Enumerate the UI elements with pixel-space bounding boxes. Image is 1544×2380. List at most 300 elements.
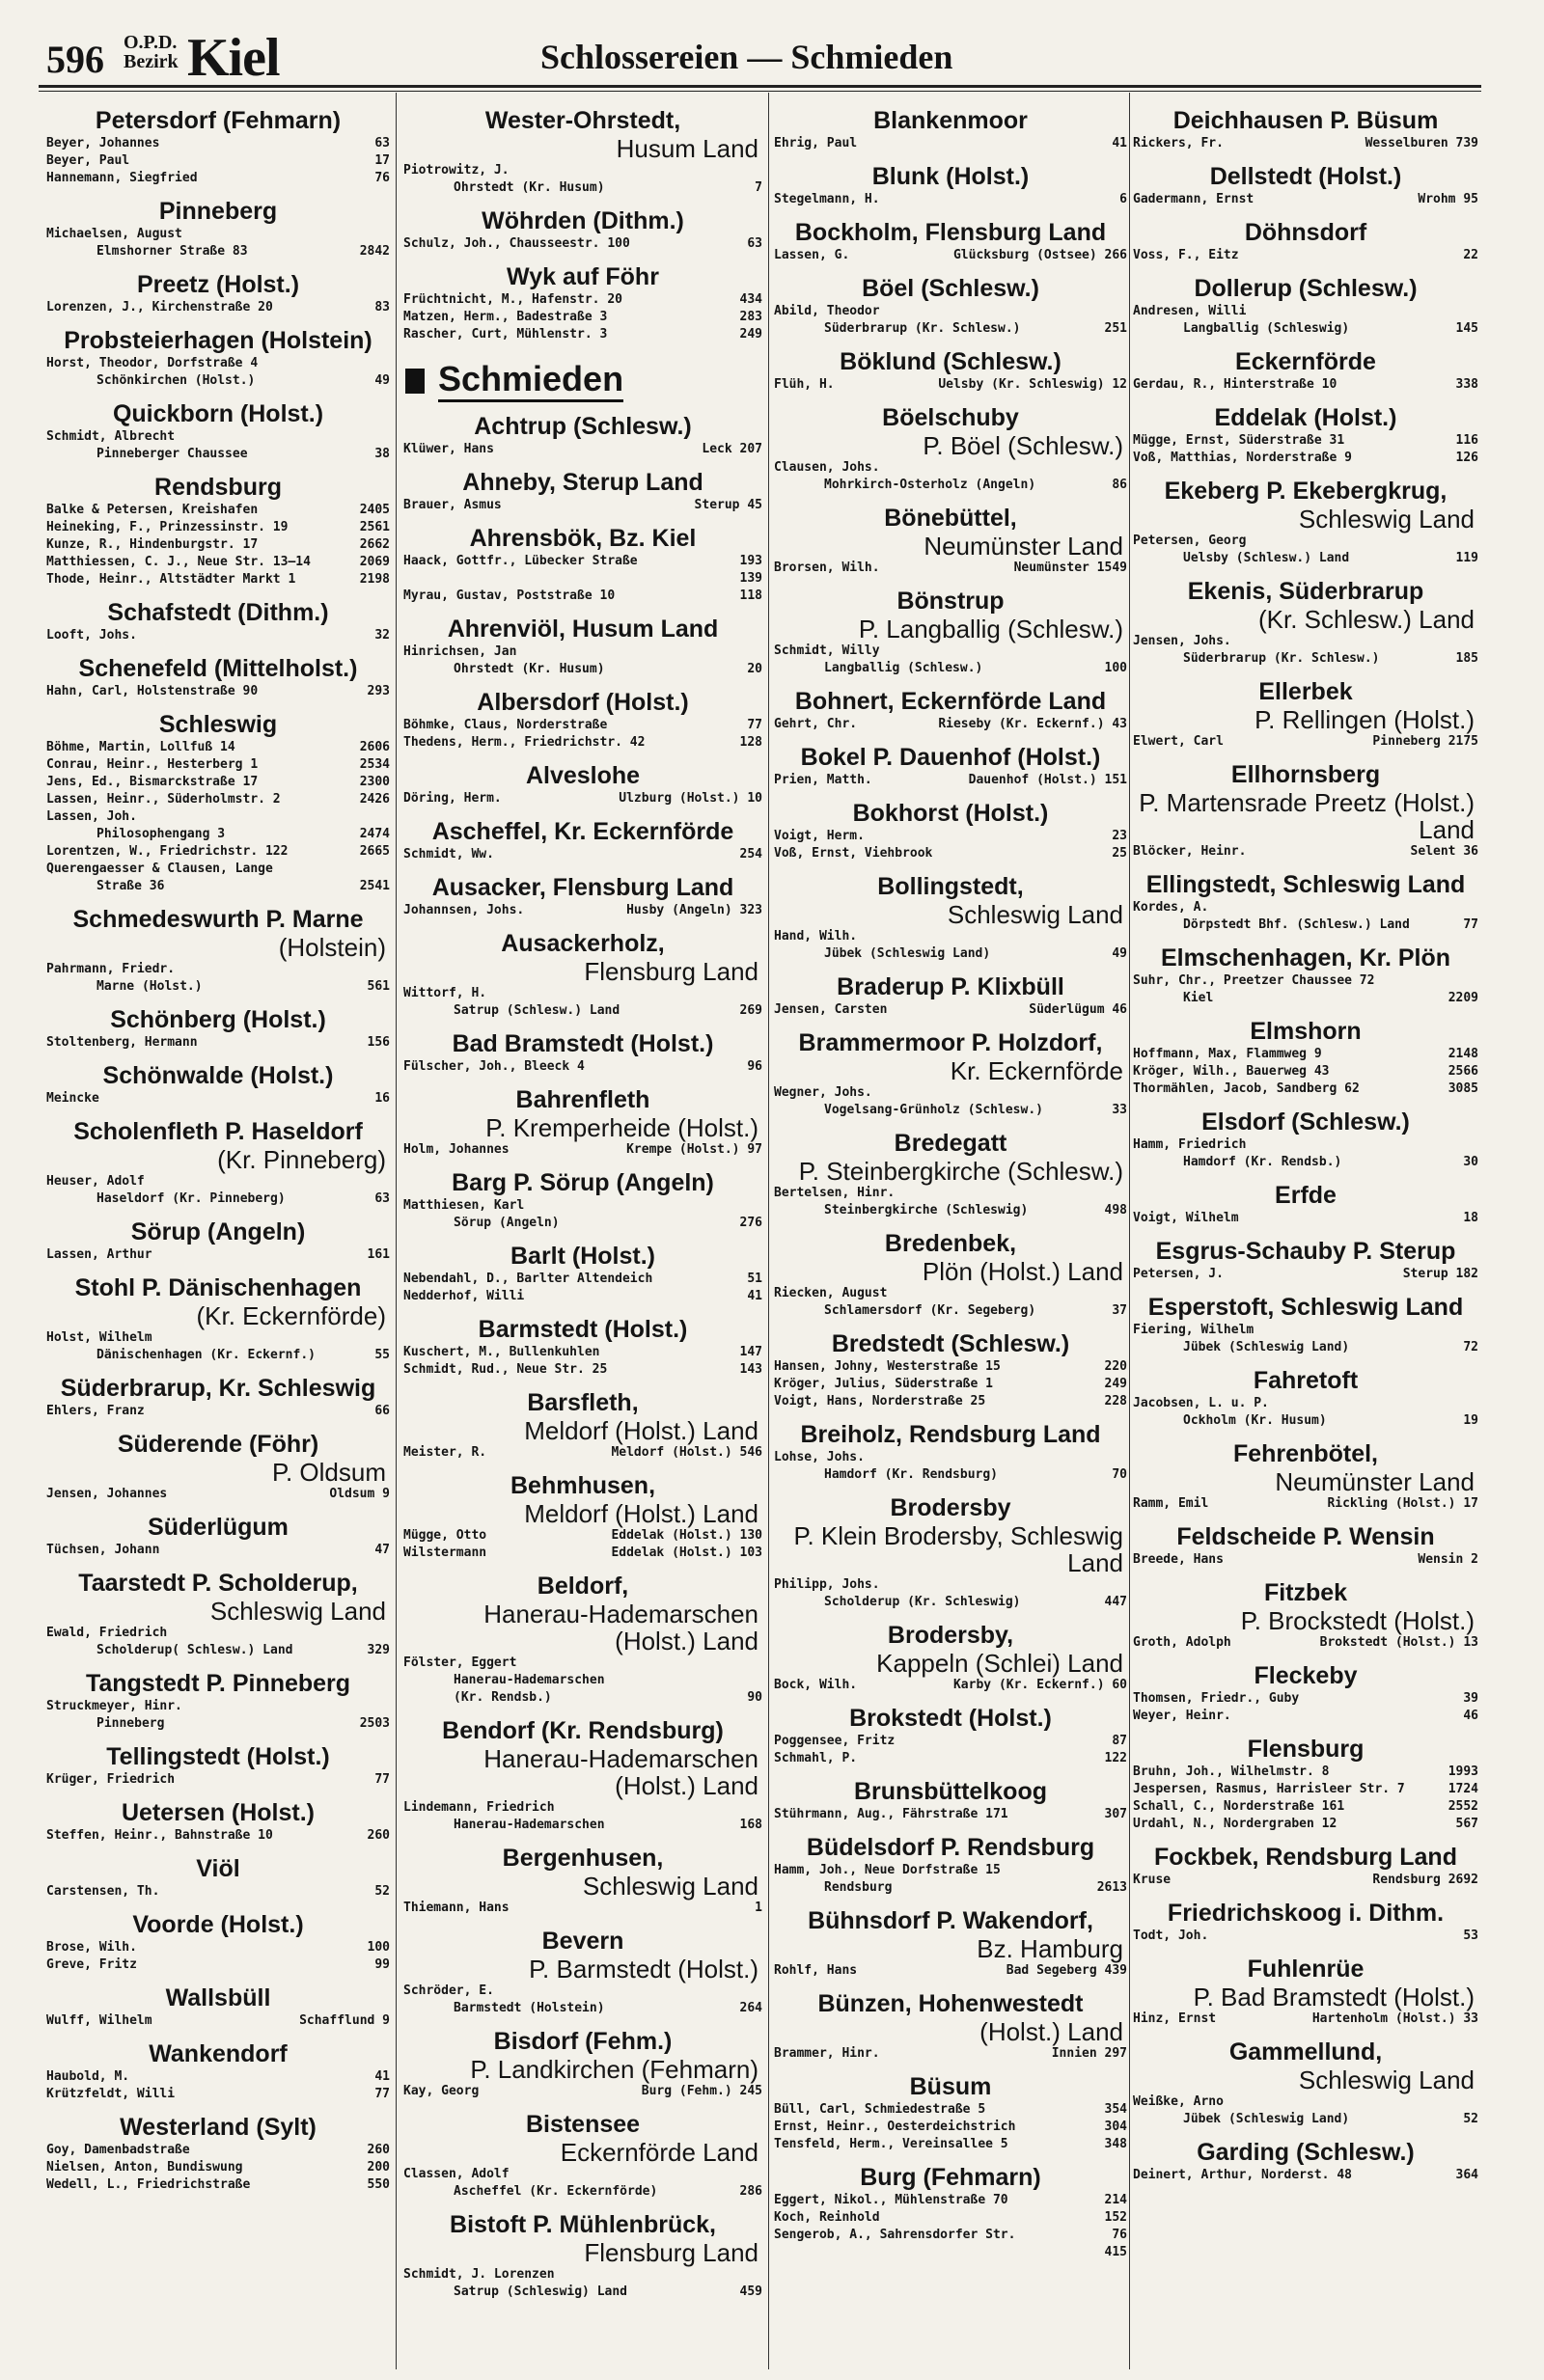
listing-name: Lohse, Johs.: [774, 1450, 865, 1464]
place-title: Fehrenbötel,: [1232, 1440, 1378, 1467]
listing-name: Michaelsen, August: [46, 227, 182, 241]
listing-number: 90: [747, 1690, 762, 1705]
listing-row: [46, 1956, 390, 1974]
place-block: [403, 1242, 762, 1305]
place-block: [774, 872, 1127, 963]
place-title: Ellhornsberg: [1230, 761, 1381, 788]
listing-name: Pinneberger Chaussee: [96, 447, 248, 461]
directory-column-1: [46, 96, 390, 2364]
listing-name: Hamdorf (Kr. Rendsb.): [1183, 1155, 1342, 1169]
listing-row: [46, 978, 390, 996]
listing-row: [1133, 1063, 1478, 1081]
listing-number: 264: [739, 2001, 762, 2015]
listing-name: Kuschert, M., Bullenkuhlen: [403, 1345, 600, 1359]
listing-row: [46, 1090, 390, 1108]
place-title: Achtrup (Schlesw.): [474, 413, 692, 440]
listing-number: Krempe (Holst.) 97: [626, 1142, 762, 1157]
listing-name: Poggensee, Fritz: [774, 1734, 896, 1748]
listing-row: [403, 902, 762, 919]
listing-row: [403, 2166, 762, 2183]
listing-name: Dörpstedt Bhf. (Schlesw.) Land: [1183, 917, 1410, 932]
place-title: Süderende (Föhr): [117, 1431, 319, 1458]
listing-row: [46, 1347, 390, 1364]
listing-name: Meincke: [46, 1091, 99, 1106]
listing-row: [46, 536, 390, 554]
place-title: Süderlügum: [148, 1514, 289, 1541]
listing-row: [46, 428, 390, 446]
listing-number: 269: [739, 1003, 762, 1018]
listing-number: 47: [374, 1543, 390, 1557]
page-title: Schlossereien — Schmieden: [540, 38, 953, 76]
place-title: Garding (Schlesw.): [1197, 2139, 1415, 2166]
listing-name: Wilstermann: [403, 1546, 487, 1560]
listing-number: 25: [1112, 846, 1127, 861]
place-block: [46, 598, 390, 644]
listing-number: 2662: [359, 537, 390, 552]
place-title: Ekenis, Süderbrarup: [1187, 578, 1424, 605]
listing-row: [774, 1001, 1127, 1019]
listing-name: Elwert, Carl: [1133, 734, 1224, 749]
place-subtitle: P. Langballig (Schlesw.): [858, 615, 1123, 643]
place-block: [46, 1005, 390, 1052]
listing-number: 1993: [1448, 1764, 1478, 1779]
page-header: [0, 0, 1544, 88]
place-title: Bünzen, Hohenwestedt: [817, 1990, 1084, 2017]
place-block: [403, 1471, 762, 1562]
listing-number: Neumünster 1549: [1013, 561, 1127, 575]
listing-name: Pahrmann, Friedr.: [46, 962, 176, 976]
listing-number: 41: [747, 1289, 762, 1303]
listing-name: Jübek (Schleswig Land): [824, 946, 991, 961]
listing-number: 52: [374, 1884, 390, 1899]
listing-row: [1133, 191, 1478, 208]
place-title: Wyk auf Föhr: [507, 263, 659, 290]
place-title: Probsteierhagen (Holstein): [64, 327, 372, 354]
listing-name: Ehlers, Franz: [46, 1404, 145, 1418]
listing-name: Urdahl, N., Nordergraben 12: [1133, 1817, 1337, 1831]
place-block: [774, 1906, 1127, 1980]
place-block: [46, 1983, 390, 2030]
place-title: Wankendorf: [149, 2040, 288, 2067]
listing-number: 100: [1104, 661, 1127, 675]
listing-number: 16: [374, 1091, 390, 1106]
listing-row: [403, 1002, 762, 1020]
place-title: Ellingstedt, Schleswig Land: [1145, 871, 1466, 898]
listing-row: [774, 828, 1127, 845]
place-title: Blunk (Holst.): [871, 163, 1030, 190]
listing-number: 364: [1455, 2168, 1478, 2182]
directory-column-3: [774, 96, 1127, 2364]
place-title: Albersdorf (Holst.): [477, 689, 689, 716]
listing-number: Burg (Fehm.) 245: [641, 2084, 762, 2098]
listing-row: [403, 1983, 762, 2000]
listing-row: [1133, 1136, 1478, 1154]
listing-name: Langballig (Schlesw.): [824, 661, 983, 675]
listing-number: 66: [374, 1404, 390, 1418]
place-block: [1133, 477, 1478, 567]
place-block: [774, 218, 1127, 264]
place-title: Elmshorn: [1250, 1018, 1362, 1045]
listing-row: [46, 1715, 390, 1733]
listing-number: 49: [1112, 946, 1127, 961]
listing-number: 249: [739, 327, 762, 342]
listing-name: Lassen, G.: [774, 248, 850, 262]
listing-row: [403, 1058, 762, 1076]
place-title: Brodersby: [890, 1494, 1011, 1521]
listing-number: 2426: [359, 792, 390, 807]
listing-row: [774, 1449, 1127, 1466]
listing-number: 19: [1463, 1413, 1478, 1428]
place-block: [403, 873, 762, 919]
listing-name: Bock, Wilh.: [774, 1678, 858, 1692]
listing-row: [774, 303, 1127, 320]
listing-row: [403, 661, 762, 678]
listing-row: [46, 1625, 390, 1642]
listing-name: Matthiessen, C. J., Neue Str. 13—14: [46, 555, 311, 569]
place-block: [774, 1129, 1127, 1219]
listing-row: [774, 643, 1127, 660]
section-heading: [405, 359, 762, 402]
listing-row: [1133, 432, 1478, 450]
listing-number: 161: [367, 1247, 390, 1262]
listing-row: [403, 235, 762, 253]
listing-row: [46, 355, 390, 372]
listing-number: 567: [1455, 1817, 1478, 1831]
place-block: [403, 262, 762, 343]
listing-name: Heuser, Adolf: [46, 1174, 145, 1189]
column-divider: [396, 93, 397, 2369]
place-title: Süderbrarup, Kr. Schleswig: [60, 1375, 376, 1402]
place-block: [774, 972, 1127, 1019]
place-title: Friedrichskoog i. Dithm.: [1167, 1900, 1445, 1927]
listing-number: 329: [367, 1643, 390, 1657]
listing-row: [1133, 135, 1478, 152]
place-block: [403, 524, 762, 605]
place-block: [46, 905, 390, 996]
listing-name: Hamdorf (Kr. Rendsburg): [824, 1467, 999, 1482]
listing-row: [46, 554, 390, 571]
place-subtitle: (Kr. Eckernförde): [196, 1301, 386, 1330]
place-block: [403, 2210, 762, 2301]
listing-number: 498: [1104, 1203, 1127, 1217]
listing-name: Johannsen, Johs.: [403, 903, 525, 917]
place-block: [46, 1430, 390, 1503]
listing-number: 41: [374, 2069, 390, 2084]
listing-row: [46, 571, 390, 588]
listing-name: Fiering, Wilhelm: [1133, 1323, 1254, 1337]
listing-row: [403, 497, 762, 514]
listing-number: 2566: [1448, 1064, 1478, 1079]
listing-name: Bertelsen, Hinr.: [774, 1186, 896, 1200]
listing-row: [403, 179, 762, 197]
listing-row: [1133, 2093, 1478, 2111]
listing-number: 72: [1463, 1340, 1478, 1354]
place-block: [1133, 1955, 1478, 2028]
place-title: Böel (Schlesw.): [862, 275, 1039, 302]
listing-row: [46, 1542, 390, 1559]
place-block: [46, 197, 390, 260]
place-subtitle: Plön (Holst.) Land: [922, 1257, 1123, 1286]
listing-row: [403, 1271, 762, 1288]
place-title: Bredstedt (Schlesw.): [831, 1330, 1070, 1357]
page-number: 596: [46, 38, 104, 81]
listing-number: 122: [1104, 1751, 1127, 1765]
listing-row: [774, 1862, 1127, 1879]
listing-name: Jacobsen, L. u. P.: [1133, 1396, 1269, 1410]
listing-name: Gerdau, R., Hinterstraße 10: [1133, 377, 1337, 392]
listing-name: Kröger, Wilh., Bauerweg 43: [1133, 1064, 1330, 1079]
listing-row: [774, 1202, 1127, 1219]
place-subtitle: Neumünster Land: [1275, 1467, 1475, 1496]
listing-row: [1133, 1322, 1478, 1339]
listing-row: [46, 774, 390, 791]
listing-row: [774, 2209, 1127, 2227]
place-block: [774, 1229, 1127, 1320]
listing-name: Riecken, August: [774, 1286, 888, 1300]
place-title: Barsfleth,: [527, 1389, 639, 1416]
listing-name: Matzen, Herm., Badestraße 3: [403, 310, 608, 324]
place-block: [403, 106, 762, 197]
listing-row: [46, 1486, 390, 1503]
listing-name: Wegner, Johs.: [774, 1085, 872, 1100]
place-title: Westerland (Sylt): [120, 2114, 317, 2141]
place-title: Esgrus-Schauby P. Sterup: [1155, 1238, 1456, 1265]
listing-name: Gehrt, Chr.: [774, 717, 858, 731]
place-block: [1133, 1899, 1478, 1945]
place-title: Schenefeld (Mittelholst.): [78, 655, 358, 682]
listing-number: 126: [1455, 451, 1478, 465]
listing-name: Brose, Wilh.: [46, 1940, 137, 1955]
listing-name: Uelsby (Schlesw.) Land: [1183, 551, 1350, 565]
listing-row: [1133, 247, 1478, 264]
place-subtitle: (Holstein): [278, 933, 386, 962]
place-title: Brunsbüttelkoog: [854, 1778, 1047, 1805]
place-title: Bokel P. Dauenhof (Holst.): [800, 744, 1101, 771]
listing-name: Mügge, Ernst, Süderstraße 31: [1133, 433, 1345, 448]
listing-name: Steinbergkirche (Schleswig): [824, 1203, 1029, 1217]
listing-number: 220: [1104, 1359, 1127, 1374]
listing-row: [1133, 1634, 1478, 1652]
place-block: [1133, 162, 1478, 208]
place-block: [774, 1989, 1127, 2063]
place-block: [403, 1085, 762, 1159]
listing-name: Gadermann, Ernst: [1133, 192, 1254, 206]
listing-name: Thode, Heinr., Altstädter Markt 1: [46, 572, 296, 587]
listing-name: Meister, R.: [403, 1445, 487, 1460]
place-block: [1133, 577, 1478, 668]
listing-row: [1133, 990, 1478, 1007]
listing-name: Sörup (Angeln): [454, 1216, 560, 1230]
place-block: [46, 1513, 390, 1559]
place-title: Wester-Ohrstedt,: [484, 107, 681, 134]
place-block: [1133, 870, 1478, 934]
place-title: Fleckeby: [1254, 1662, 1358, 1689]
listing-row: [774, 1102, 1127, 1119]
listing-number: Wesselburen 739: [1365, 136, 1478, 150]
listing-number: 55: [374, 1348, 390, 1362]
listing-row: [1133, 1495, 1478, 1513]
place-block: [403, 688, 762, 752]
place-block: [46, 1569, 390, 1659]
listing-name: Hansen, Johny, Westerstraße 15: [774, 1359, 1001, 1374]
listing-number: 2209: [1448, 991, 1478, 1005]
listing-row: [774, 459, 1127, 477]
listing-name: Schmidt, Ww.: [403, 847, 494, 862]
listing-row: [774, 320, 1127, 338]
listing-name: Kordes, A.: [1133, 900, 1209, 915]
listing-number: 550: [367, 2177, 390, 2192]
place-block: [774, 1028, 1127, 1119]
listing-row: [403, 2266, 762, 2284]
place-title: Beldorf,: [537, 1573, 629, 1600]
listing-row: [403, 790, 762, 807]
listing-row: [403, 553, 762, 570]
place-block: [46, 1854, 390, 1901]
listing-number: 283: [739, 310, 762, 324]
listing-row: [46, 170, 390, 187]
listing-row: [46, 961, 390, 978]
listing-name: Ewald, Friedrich: [46, 1626, 168, 1640]
listing-name: Satrup (Schlesw.) Land: [454, 1003, 620, 1018]
place-block: [774, 2072, 1127, 2153]
listing-row: [46, 2176, 390, 2194]
place-title: Viöl: [196, 1855, 240, 1882]
place-block: [1133, 1439, 1478, 1513]
listing-row: [46, 1642, 390, 1659]
place-block: [46, 1669, 390, 1733]
place-block: [403, 1029, 762, 1076]
listing-name: Schönkirchen (Holst.): [96, 373, 256, 388]
listing-name: Rendsburg: [824, 1880, 893, 1895]
place-subtitle: (Holst.) Land: [979, 2017, 1123, 2046]
listing-name: Schulz, Joh., Chausseestr. 100: [403, 236, 630, 251]
place-title: Bergenhusen,: [502, 1845, 664, 1872]
listing-number: 3085: [1448, 1081, 1478, 1096]
listing-name: Clausen, Johs.: [774, 460, 880, 475]
listing-number: Leck 207: [702, 442, 762, 456]
listing-row: [774, 1962, 1127, 1980]
place-title: Barg P. Sörup (Angeln): [452, 1169, 714, 1196]
listing-name: Tüchsen, Johann: [46, 1543, 160, 1557]
listing-name: Mügge, Otto: [403, 1528, 487, 1543]
listing-name: Haseldorf (Kr. Pinneberg): [96, 1191, 286, 1206]
place-title: Feldscheide P. Wensin: [1176, 1523, 1435, 1550]
listing-row: [774, 247, 1127, 264]
listing-number: Dauenhof (Holst.) 151: [968, 773, 1127, 787]
listing-number: Selent 36: [1410, 844, 1478, 859]
listing-row: [46, 1883, 390, 1901]
listing-number: 2842: [359, 244, 390, 259]
listing-name: Fülscher, Joh., Bleeck 4: [403, 1059, 585, 1074]
place-subtitle: Schleswig Land: [1298, 505, 1475, 533]
listing-row: [403, 846, 762, 863]
place-block: [1133, 106, 1478, 152]
listing-name: Jensen, Johs.: [1133, 634, 1231, 648]
listing-name: Rascher, Curt, Mühlenstr. 3: [403, 327, 608, 342]
listing-name: Wedell, L., Friedrichstraße: [46, 2177, 251, 2192]
place-block: [403, 206, 762, 253]
listing-row: [403, 1141, 762, 1159]
place-title: Tellingstedt (Holst.): [106, 1743, 330, 1770]
listing-row: [1133, 1339, 1478, 1356]
listing-row: [46, 627, 390, 644]
listing-row: [774, 1358, 1127, 1376]
listing-name: Thomsen, Friedr., Guby: [1133, 1691, 1300, 1706]
listing-number: 83: [374, 300, 390, 315]
listing-number: 156: [367, 1035, 390, 1050]
listing-number: 2541: [359, 879, 390, 893]
listing-row: [774, 1285, 1127, 1302]
place-block: [774, 1493, 1127, 1611]
place-title: Blankenmoor: [873, 107, 1028, 134]
listing-name: Piotrowitz, J.: [403, 163, 510, 178]
place-subtitle: P. Martensrade Preetz (Holst.) Land: [1139, 788, 1475, 844]
listing-number: Glücksburg (Ostsee) 266: [952, 248, 1127, 262]
place-subtitle: (Kr. Schlesw.) Land: [1258, 605, 1475, 634]
listing-name: Schmidt, Albrecht: [46, 429, 176, 444]
listing-number: 41: [1112, 136, 1127, 150]
listing-row: [403, 2183, 762, 2201]
listing-number: 251: [1104, 321, 1127, 336]
listing-row: [1133, 650, 1478, 668]
place-title: Fahretoft: [1253, 1367, 1359, 1394]
place-block: [1133, 2038, 1478, 2128]
listing-row: [46, 791, 390, 808]
place-subtitle: (Kr. Pinneberg): [217, 1145, 386, 1174]
listing-name: Steffen, Heinr., Bahnstraße 10: [46, 1828, 273, 1843]
listing-name: Hahn, Carl, Holstenstraße 90: [46, 684, 259, 698]
section-title: Schmieden: [438, 359, 623, 402]
listing-number: Sterup 182: [1402, 1267, 1478, 1281]
listing-number: 18: [1463, 1211, 1478, 1225]
listing-row: [46, 1329, 390, 1347]
listing-row: [774, 1376, 1127, 1393]
listing-row: [774, 1879, 1127, 1897]
listing-number: 459: [739, 2284, 762, 2299]
listing-name: Heineking, F., Prinzessinstr. 19: [46, 520, 289, 534]
place-block: [1133, 1843, 1478, 1889]
listing-number: Schafflund 9: [299, 2013, 390, 2028]
listing-row: [46, 446, 390, 463]
listing-row: [1133, 1210, 1478, 1227]
listing-number: 128: [739, 735, 762, 750]
place-subtitle: P. Steinbergkirche (Schlesw.): [798, 1157, 1123, 1186]
place-title: Rendsburg: [154, 474, 282, 501]
listing-name: Scholderup( Schlesw.) Land: [96, 1643, 293, 1657]
place-title: Schönberg (Holst.): [110, 1006, 326, 1033]
place-subtitle: Bz. Hamburg: [977, 1934, 1123, 1963]
listing-row: [774, 845, 1127, 862]
listing-name: Classen, Adolf: [403, 2167, 510, 2181]
listing-name: Carstensen, Th.: [46, 1884, 160, 1899]
place-title: Elsdorf (Schlesw.): [1201, 1108, 1410, 1135]
listing-number: 354: [1104, 2102, 1127, 2117]
listing-number: 286: [739, 2184, 762, 2199]
place-block: [46, 2113, 390, 2194]
place-block: [774, 743, 1127, 789]
place-title: Bredenbek,: [884, 1230, 1017, 1257]
listing-number: 33: [1112, 1103, 1127, 1117]
listing-row: [1133, 1781, 1478, 1798]
listing-number: Süderlügum 46: [1029, 1002, 1127, 1017]
place-title: Bokhorst (Holst.): [852, 800, 1049, 827]
listing-row: [1133, 1764, 1478, 1781]
listing-number: 434: [739, 292, 762, 307]
listing-name: Kruse: [1133, 1873, 1172, 1887]
listing-row: [1133, 303, 1478, 320]
listing-number: 76: [1112, 2228, 1127, 2242]
listing-number: 2198: [359, 572, 390, 587]
